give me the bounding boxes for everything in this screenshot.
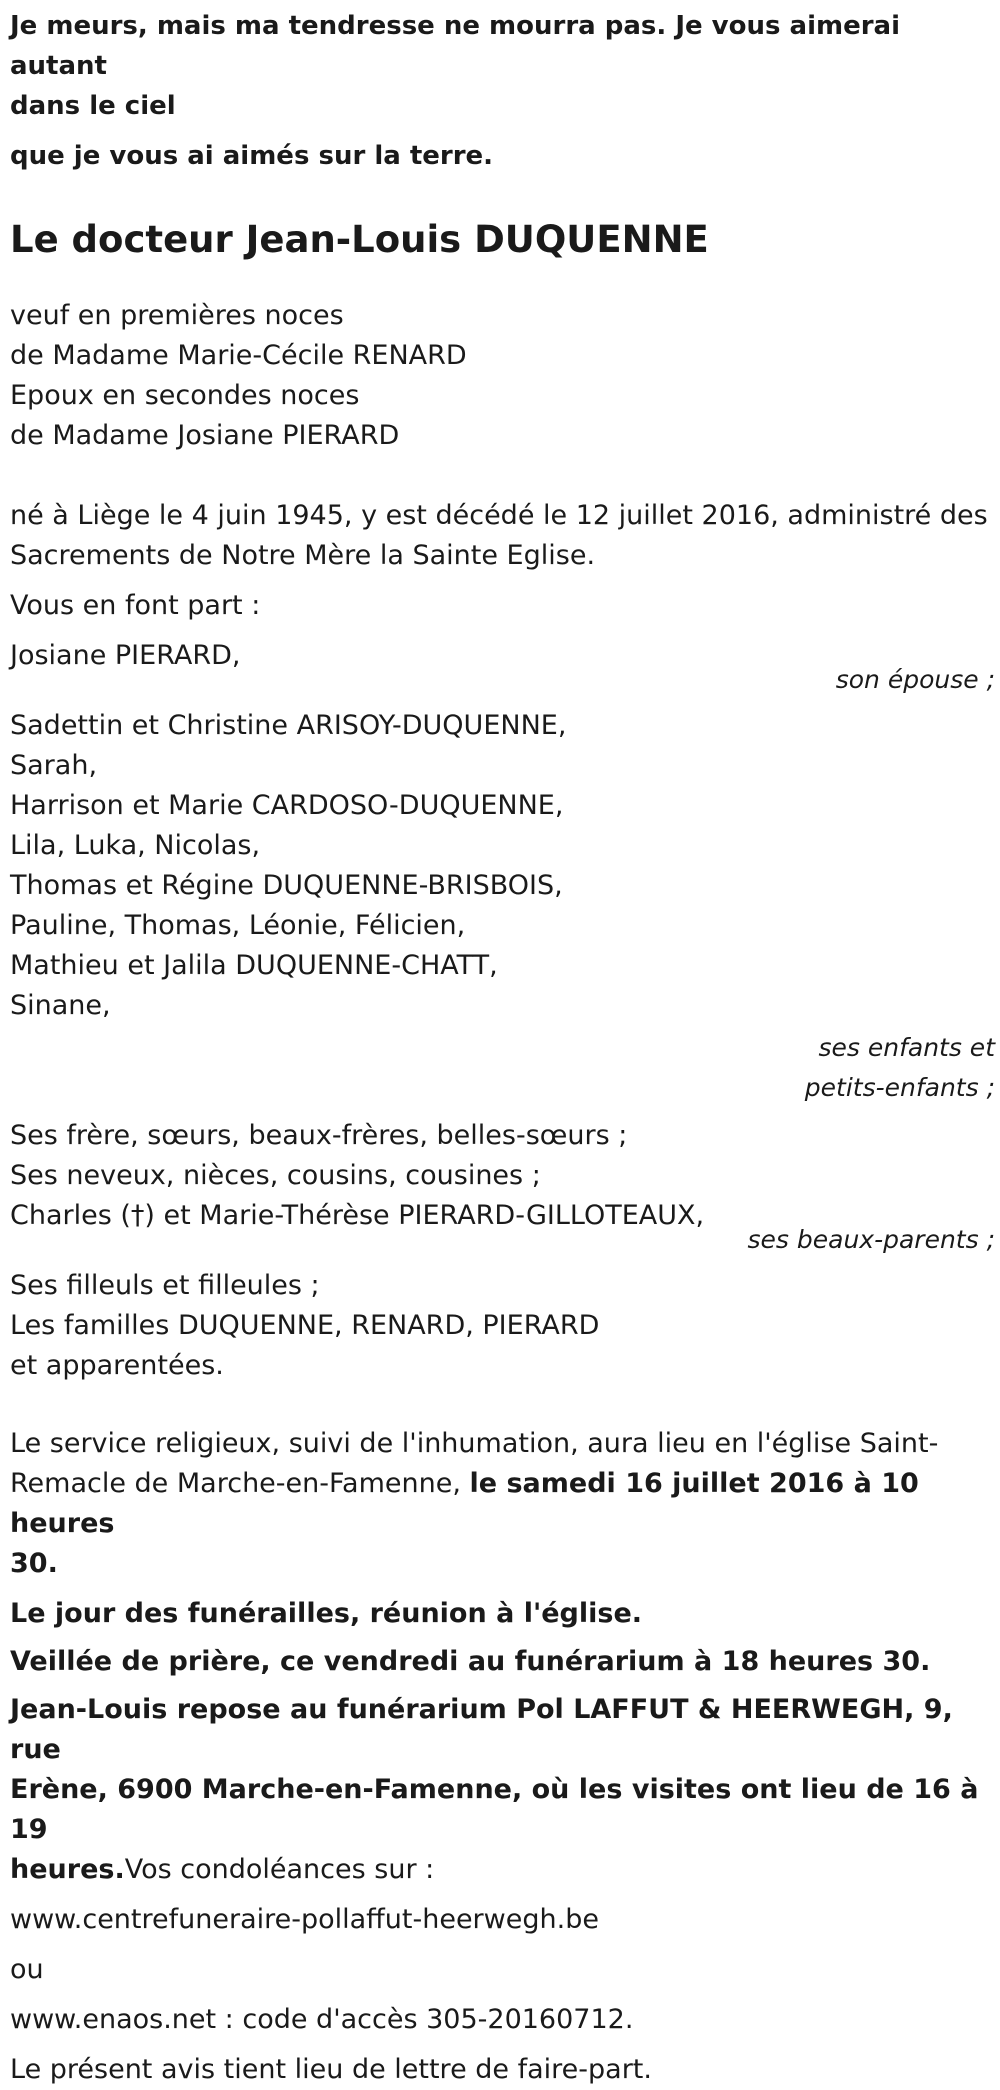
funeral-home-block <box>10 1690 995 1890</box>
others-line: et apparentées. <box>10 1350 224 1381</box>
visit-hours-end: heures. <box>10 1854 125 1885</box>
family-line: Lila, Luka, Nicolas, <box>10 830 261 861</box>
spouses-block <box>10 296 995 456</box>
website-link-2[interactable]: www.enaos.net : code d'accès 305-20160712. <box>10 2004 634 2035</box>
relatives-group <box>10 1116 995 1260</box>
service-date: le samedi 16 juillet 2016 à 10 heures <box>10 1468 919 1539</box>
relatives-line: Ses neveux, nièces, cousins, cousines ; <box>10 1160 541 1191</box>
epitaph-line-1: Je meurs, mais ma tendresse ne mourra pas. Je vous aimerai autant <box>10 11 900 81</box>
service-time-end: 30. <box>10 1548 58 1579</box>
spouse-group <box>10 636 995 700</box>
relatives-line: Charles (†) et Marie-Thérèse PIERARD-GILLOTEAUX, <box>10 1200 705 1231</box>
birth-death-block <box>10 496 995 576</box>
others-line: Ses filleuls et filleules ; <box>10 1270 320 1301</box>
funeral-home-line-1: Jean-Louis repose au funérarium Pol LAFFUT & HEERWEGH, 9, rue <box>10 1694 953 1765</box>
family-line: Sadettin et Christine ARISOY-DUQUENNE, <box>10 710 567 741</box>
condolences-intro: Vos condoléances sur : <box>124 1854 435 1885</box>
funeral-home-line-3 <box>10 1850 995 1890</box>
in-laws-role: ses beaux-parents ; <box>747 1225 995 1254</box>
others-group <box>10 1266 995 1386</box>
service-line-1: Le service religieux, suivi de l'inhumation, aura lieu en l'église Saint- <box>10 1428 939 1459</box>
others-line: Les familles DUQUENNE, RENARD, PIERARD <box>10 1310 600 1341</box>
or-text: ou <box>10 1954 44 1985</box>
epitaph-line-3: que je vous ai aimés sur la terre. <box>10 141 494 171</box>
family-line: Harrison et Marie CARDOSO-DUQUENNE, <box>10 790 564 821</box>
service-location: Remacle de Marche-en-Famenne, <box>10 1468 470 1499</box>
epitaph-line-2: dans le ciel <box>10 91 176 121</box>
birth-death-line-1: né à Liège le 4 juin 1945, y est décédé le 12 juillet 2016, administré des <box>10 500 988 531</box>
family-line: Sinane, <box>10 990 111 1021</box>
website-link-1[interactable]: www.centrefuneraire-pollaffut-heerwegh.be <box>10 1904 599 1935</box>
widow-name: Josiane PIERARD, <box>10 640 241 671</box>
children-role-line-1: ses enfants et <box>818 1033 995 1062</box>
family-line: Pauline, Thomas, Léonie, Félicien, <box>10 910 466 941</box>
spouse-line: Epoux en secondes noces <box>10 380 360 411</box>
spouse-line: de Madame Marie-Cécile RENARD <box>10 340 467 371</box>
deceased-name: Le docteur Jean-Louis DUQUENNE <box>10 218 709 261</box>
spouse-line: veuf en premières noces <box>10 300 344 331</box>
service-block <box>10 1424 995 1584</box>
vigil-notice: Veillée de prière, ce vendredi au funérarium à 18 heures 30. <box>10 1646 931 1677</box>
service-line-2 <box>10 1464 995 1544</box>
family-line: Thomas et Régine DUQUENNE-BRISBOIS, <box>10 870 563 901</box>
birth-death-line-2: Sacrements de Notre Mère la Sainte Eglise. <box>10 540 596 571</box>
spouse-line: de Madame Josiane PIERARD <box>10 420 400 451</box>
announcement-intro: Vous en font part : <box>10 590 261 621</box>
obituary-notice <box>10 0 995 2090</box>
children-role-line-2: petits-enfants ; <box>804 1073 995 1102</box>
gathering-notice: Le jour des funérailles, réunion à l'église. <box>10 1598 643 1629</box>
widow-role: son épouse ; <box>835 665 995 694</box>
family-line: Mathieu et Jalila DUQUENNE-CHATT, <box>10 950 498 981</box>
family-line: Sarah, <box>10 750 98 781</box>
closing-note: Le présent avis tient lieu de lettre de faire-part. <box>10 2054 652 2085</box>
funeral-home-line-2: Erène, 6900 Marche-en-Famenne, où les visites ont lieu de 16 à 19 <box>10 1774 979 1845</box>
relatives-line: Ses frère, sœurs, beaux-frères, belles-sœurs ; <box>10 1120 628 1151</box>
children-group <box>10 706 995 1108</box>
